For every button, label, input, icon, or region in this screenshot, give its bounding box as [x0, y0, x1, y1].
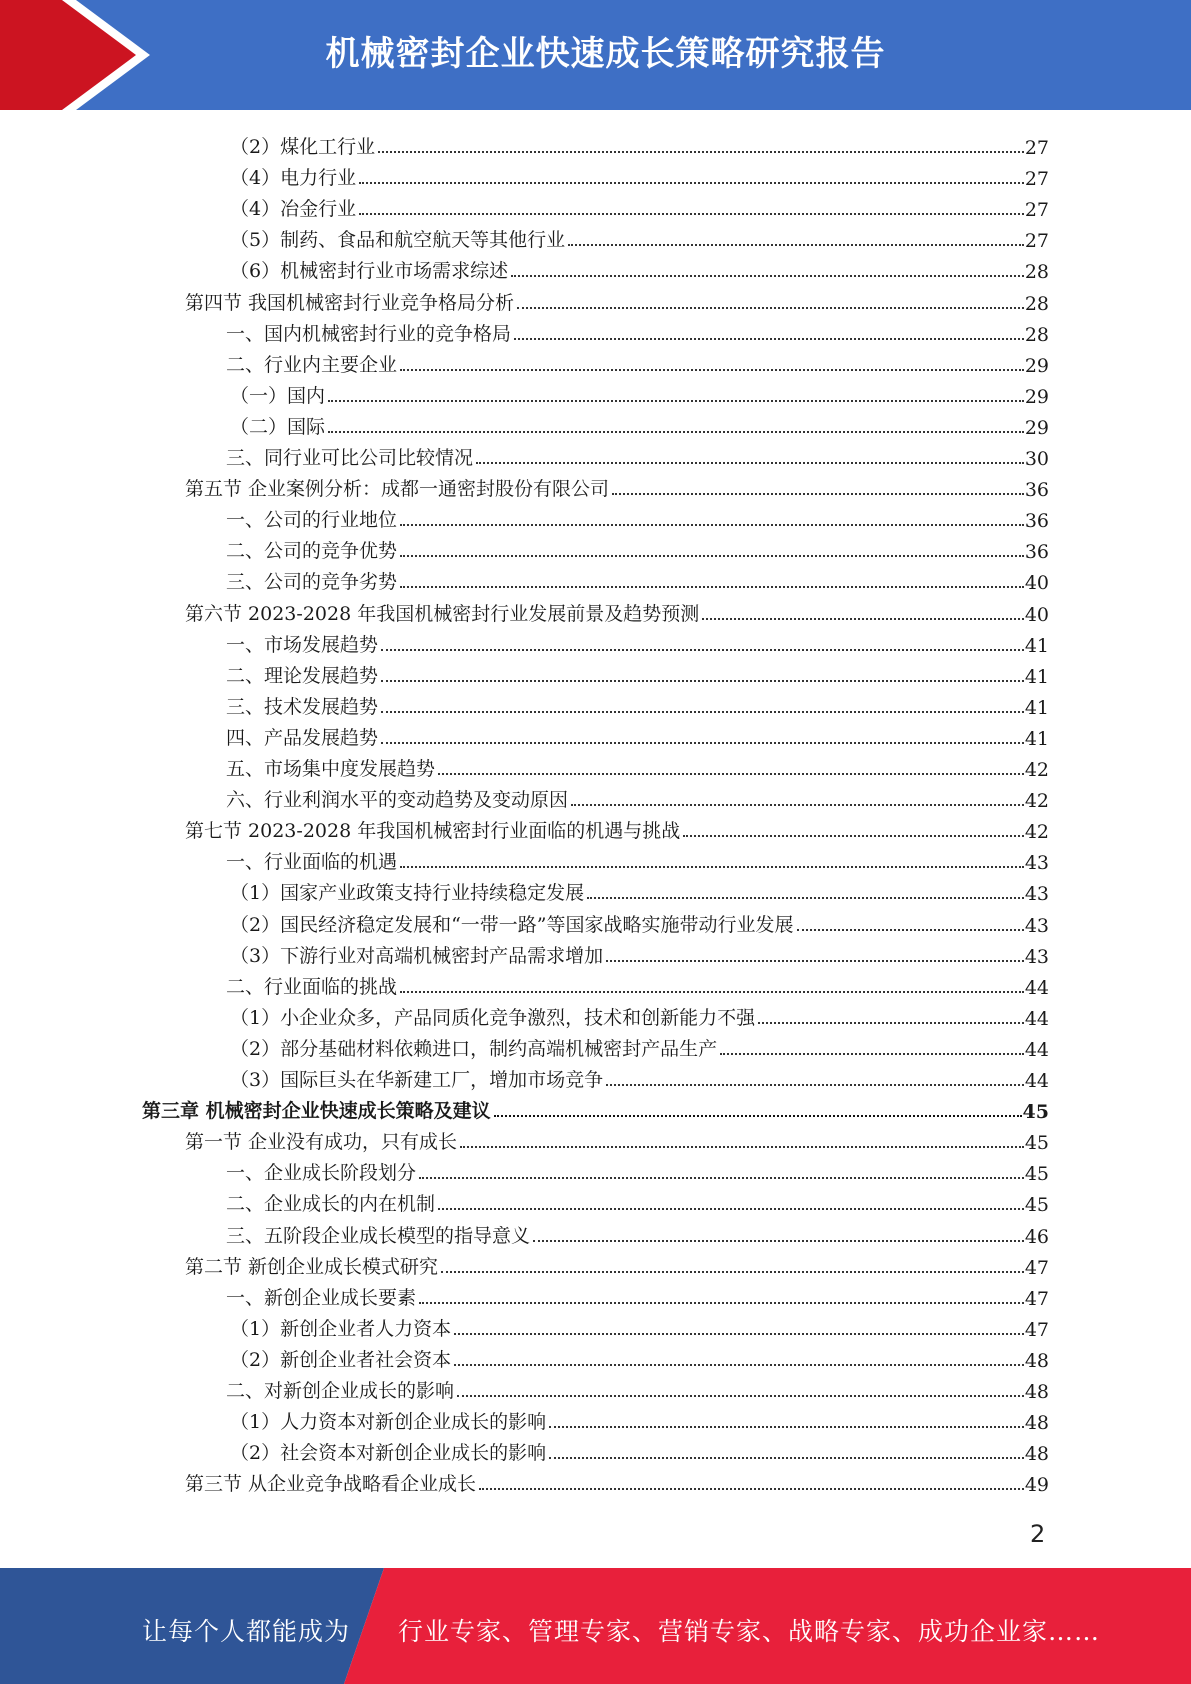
toc-entry-page: 41	[1024, 727, 1049, 750]
toc-entry-title: （2）煤化工行业	[230, 136, 376, 158]
toc-dot-leader	[517, 307, 1024, 309]
toc-entry-title: 第三章 机械密封企业快速成长策略及建议	[142, 1100, 491, 1123]
toc-entry[interactable]	[226, 1372, 1049, 1403]
toc-entry-title: 一、公司的行业地位	[226, 509, 398, 532]
toc-entry[interactable]	[226, 501, 1049, 532]
toc-entry-title: 五、市场集中度发展趋势	[226, 758, 436, 780]
toc-dot-leader	[359, 213, 1024, 215]
toc-entry-title: 三、技术发展趋势	[226, 695, 379, 718]
toc-dot-leader	[568, 244, 1024, 246]
toc-dot-leader	[359, 182, 1024, 184]
toc-entry-page: 44	[1024, 976, 1049, 999]
toc-dot-leader	[378, 151, 1024, 153]
toc-entry-page: 45	[1024, 1132, 1049, 1155]
toc-entry[interactable]	[230, 1341, 1049, 1372]
toc-dot-leader	[533, 1240, 1024, 1242]
toc-entry[interactable]	[226, 1185, 1049, 1216]
toc-entry[interactable]	[230, 377, 1049, 408]
toc-entry[interactable]	[226, 626, 1049, 657]
toc-entry-page: 47	[1024, 1287, 1049, 1310]
toc-dot-leader	[400, 586, 1024, 588]
toc-entry-page: 48	[1024, 1443, 1049, 1466]
toc-entry-title: 三、公司的竞争劣势	[226, 571, 398, 594]
toc-entry[interactable]	[185, 812, 1049, 843]
toc-entry-page: 40	[1024, 572, 1049, 595]
toc-dot-leader	[702, 618, 1024, 620]
toc-entry[interactable]	[230, 999, 1049, 1030]
toc-entry[interactable]	[230, 190, 1049, 221]
toc-dot-leader	[328, 400, 1024, 402]
toc-entry[interactable]	[226, 1217, 1049, 1248]
toc-entry-page: 43	[1024, 852, 1049, 875]
toc-entry[interactable]	[230, 1061, 1049, 1092]
toc-dot-leader	[438, 1208, 1024, 1210]
toc-entry-title: （6）机械密封行业市场需求综述	[230, 260, 509, 283]
toc-entry[interactable]	[226, 346, 1049, 377]
toc-entry[interactable]	[226, 563, 1049, 594]
toc-entry-page: 45	[1024, 1163, 1049, 1186]
toc-entry[interactable]	[226, 1279, 1049, 1310]
toc-entry-title: （2）部分基础材料依赖进口，制约高端机械密封产品生产	[230, 1037, 718, 1060]
toc-entry-page: 29	[1024, 354, 1049, 377]
toc-entry-title: 二、行业内主要企业	[226, 353, 398, 376]
toc-entry[interactable]	[185, 470, 1049, 501]
toc-entry[interactable]	[230, 1434, 1049, 1465]
toc-entry-page: 44	[1024, 1070, 1049, 1092]
toc-entry-title: 第一节 企业没有成功，只有成长	[185, 1131, 458, 1154]
toc-entry-page: 49	[1024, 1474, 1049, 1497]
toc-entry[interactable]	[230, 252, 1049, 283]
toc-entry-title: （1）国家产业政策支持行业持续稳定发展	[230, 882, 585, 905]
report-header-banner	[0, 0, 1191, 110]
toc-entry[interactable]	[226, 1154, 1049, 1185]
toc-entry-page: 28	[1024, 292, 1049, 315]
toc-entry-title: （4）冶金行业	[230, 198, 357, 221]
toc-entry-page: 45	[1022, 1101, 1049, 1124]
toc-dot-leader	[606, 960, 1024, 962]
toc-entry-page: 27	[1024, 168, 1049, 191]
toc-entry-title: 三、五阶段企业成长模型的指导意义	[226, 1224, 531, 1247]
toc-entry-page: 45	[1024, 1194, 1049, 1217]
toc-entry-page: 42	[1024, 821, 1049, 844]
toc-entry-title: 一、新创企业成长要素	[226, 1286, 417, 1309]
toc-entry-page: 48	[1024, 1349, 1049, 1372]
toc-entry-title: （二）国际	[230, 415, 326, 438]
toc-dot-leader	[400, 524, 1024, 526]
toc-entry-page: 43	[1024, 914, 1049, 937]
toc-entry[interactable]	[226, 750, 1049, 781]
toc-entry-page: 41	[1024, 696, 1049, 719]
toc-dot-leader	[460, 1146, 1024, 1148]
toc-entry[interactable]	[226, 843, 1049, 874]
toc-entry-page: 46	[1024, 1225, 1049, 1248]
toc-entry-title: 二、公司的竞争优势	[226, 540, 398, 563]
toc-entry[interactable]	[226, 719, 1049, 750]
toc-entry-title: 二、对新创企业成长的影响	[226, 1380, 455, 1402]
toc-entry[interactable]	[185, 1123, 1049, 1154]
toc-entry-title: （2）国民经济稳定发展和“一带一路”等国家战略实施带动行业发展	[230, 913, 794, 936]
toc-dot-leader	[400, 991, 1024, 993]
toc-entry[interactable]	[185, 284, 1049, 315]
toc-entry-title: 第五节 企业案例分析：成都一通密封股份有限公司	[185, 478, 610, 501]
footer-slogan-left: 让每个人都能成为	[142, 1617, 351, 1646]
toc-dot-leader	[494, 1115, 1022, 1117]
toc-dot-leader	[381, 711, 1024, 713]
toc-dot-leader	[587, 897, 1024, 899]
footer-slogan-right: 行业专家、管理专家、营销专家、战略专家、成功企业家……	[398, 1617, 1101, 1646]
toc-dot-leader	[549, 1426, 1024, 1428]
toc-entry[interactable]	[230, 408, 1049, 439]
toc-entry-page: 41	[1024, 665, 1049, 688]
toc-entry-title: （2）社会资本对新创企业成长的影响	[230, 1442, 547, 1465]
toc-entry-title: 六、行业利润水平的变动趋势及变动原因	[226, 789, 569, 812]
toc-entry[interactable]	[185, 1248, 1049, 1279]
toc-entry[interactable]	[230, 874, 1049, 905]
toc-dot-leader	[400, 369, 1024, 371]
toc-entry-title: 二、行业面临的挑战	[226, 975, 398, 998]
toc-entry[interactable]	[230, 1030, 1049, 1061]
toc-entry-page: 41	[1024, 634, 1049, 657]
toc-entry-page: 42	[1024, 759, 1049, 781]
toc-dot-leader	[381, 680, 1024, 682]
toc-dot-leader	[683, 835, 1024, 837]
toc-entry-page: 28	[1024, 323, 1049, 346]
report-title: 机械密封企业快速成长策略研究报告	[325, 34, 886, 74]
toc-entry[interactable]	[230, 1310, 1049, 1341]
toc-entry-page: 36	[1024, 510, 1049, 533]
toc-entry-title: （2）新创企业者社会资本	[230, 1348, 452, 1371]
toc-entry-title: （3）国际巨头在华新建工厂，增加市场竞争	[230, 1069, 604, 1091]
toc-entry-title: （3）下游行业对高端机械密封产品需求增加	[230, 944, 604, 967]
toc-dot-leader	[479, 1488, 1024, 1490]
toc-dot-leader	[549, 1457, 1024, 1459]
toc-dot-leader	[476, 462, 1024, 464]
toc-entry-title: 一、企业成长阶段划分	[226, 1162, 417, 1185]
toc-entry-title: （一）国内	[230, 384, 326, 407]
toc-dot-leader	[328, 431, 1024, 433]
toc-entry[interactable]	[226, 532, 1049, 563]
toc-entry-title: 一、行业面临的机遇	[226, 851, 398, 874]
toc-entry-page: 30	[1024, 448, 1049, 470]
toc-entry[interactable]	[230, 906, 1049, 937]
toc-entry-page: 44	[1024, 1038, 1049, 1061]
toc-entry[interactable]	[226, 688, 1049, 719]
toc-dot-leader	[441, 1271, 1024, 1273]
toc-dot-leader	[400, 866, 1024, 868]
toc-entry-page: 29	[1024, 385, 1049, 408]
toc-entry-page: 27	[1024, 230, 1049, 253]
toc-entry-page: 43	[1024, 883, 1049, 906]
toc-dot-leader	[400, 555, 1024, 557]
toc-entry[interactable]	[230, 221, 1049, 252]
toc-entry[interactable]	[230, 937, 1049, 968]
toc-dot-leader	[381, 742, 1024, 744]
toc-entry-page: 44	[1024, 1007, 1049, 1030]
toc-entry-title: 二、企业成长的内在机制	[226, 1193, 436, 1216]
toc-entry-title: （4）电力行业	[230, 167, 357, 190]
toc-dot-leader	[612, 493, 1024, 495]
toc-dot-leader	[438, 773, 1024, 775]
toc-entry-page: 28	[1024, 261, 1049, 284]
toc-entry-title: 第七节 2023-2028 年我国机械密封行业面临的机遇与挑战	[185, 820, 681, 843]
toc-entry-title: 三、同行业可比公司比较情况	[226, 447, 474, 469]
toc-dot-leader	[419, 1177, 1024, 1179]
toc-dot-leader	[511, 275, 1024, 277]
toc-entry-page: 48	[1024, 1381, 1049, 1403]
toc-entry[interactable]	[226, 968, 1049, 999]
toc-entry-title: （1）小企业众多，产品同质化竞争激烈，技术和创新能力不强	[230, 1006, 756, 1029]
toc-dot-leader	[454, 1364, 1024, 1366]
toc-entry[interactable]	[226, 439, 1049, 470]
toc-entry-page: 48	[1024, 1412, 1049, 1435]
toc-entry-page: 42	[1024, 790, 1049, 813]
toc-entry-page: 27	[1024, 199, 1049, 222]
toc-entry[interactable]	[230, 1403, 1049, 1434]
toc-entry-title: （1）人力资本对新创企业成长的影响	[230, 1411, 547, 1434]
toc-entry-page: 47	[1024, 1256, 1049, 1279]
toc-entry-title: （1）新创企业者人力资本	[230, 1317, 452, 1340]
toc-entry[interactable]	[230, 159, 1049, 190]
toc-entry-page: 36	[1024, 479, 1049, 502]
toc-entry[interactable]	[230, 128, 1049, 159]
toc-entry-page: 40	[1024, 603, 1049, 626]
toc-entry-title: 第二节 新创企业成长模式研究	[185, 1255, 439, 1278]
toc-dot-leader	[514, 338, 1024, 340]
toc-entry-title: 第四节 我国机械密封行业竞争格局分析	[185, 291, 515, 314]
toc-entry-page: 29	[1024, 416, 1049, 439]
toc-entry-page: 27	[1024, 137, 1049, 159]
toc-dot-leader	[606, 1084, 1024, 1086]
toc-dot-leader	[720, 1053, 1024, 1055]
toc-dot-leader	[571, 804, 1024, 806]
toc-entry-page: 43	[1024, 945, 1049, 968]
toc-entry-title: 四、产品发展趋势	[226, 726, 379, 749]
toc-dot-leader	[419, 1302, 1024, 1304]
toc-dot-leader	[457, 1395, 1024, 1397]
page-number: 2	[1030, 1520, 1046, 1548]
toc-entry[interactable]	[185, 1465, 1049, 1496]
toc-dot-leader	[454, 1333, 1024, 1335]
toc-dot-leader	[381, 649, 1024, 651]
toc-entry[interactable]	[142, 1092, 1049, 1123]
toc-entry-page: 36	[1024, 541, 1049, 564]
toc-entry[interactable]	[226, 657, 1049, 688]
footer-banner	[0, 1568, 1191, 1684]
toc-entry-title: 第三节 从企业竞争战略看企业成长	[185, 1473, 477, 1496]
toc-entry-title: 一、国内机械密封行业的竞争格局	[226, 322, 512, 345]
toc-entry-title: 二、理论发展趋势	[226, 664, 379, 687]
toc-entry[interactable]	[226, 315, 1049, 346]
toc-dot-leader	[797, 929, 1024, 931]
toc-entry-title: 第六节 2023-2028 年我国机械密封行业发展前景及趋势预测	[185, 602, 700, 625]
toc-entry-page: 47	[1024, 1318, 1049, 1341]
toc-dot-leader	[758, 1022, 1024, 1024]
toc-entry[interactable]	[226, 781, 1049, 812]
toc-entry-title: （5）制药、食品和航空航天等其他行业	[230, 229, 566, 252]
toc-entry-title: 一、市场发展趋势	[226, 633, 379, 656]
toc-entry[interactable]	[185, 595, 1049, 626]
